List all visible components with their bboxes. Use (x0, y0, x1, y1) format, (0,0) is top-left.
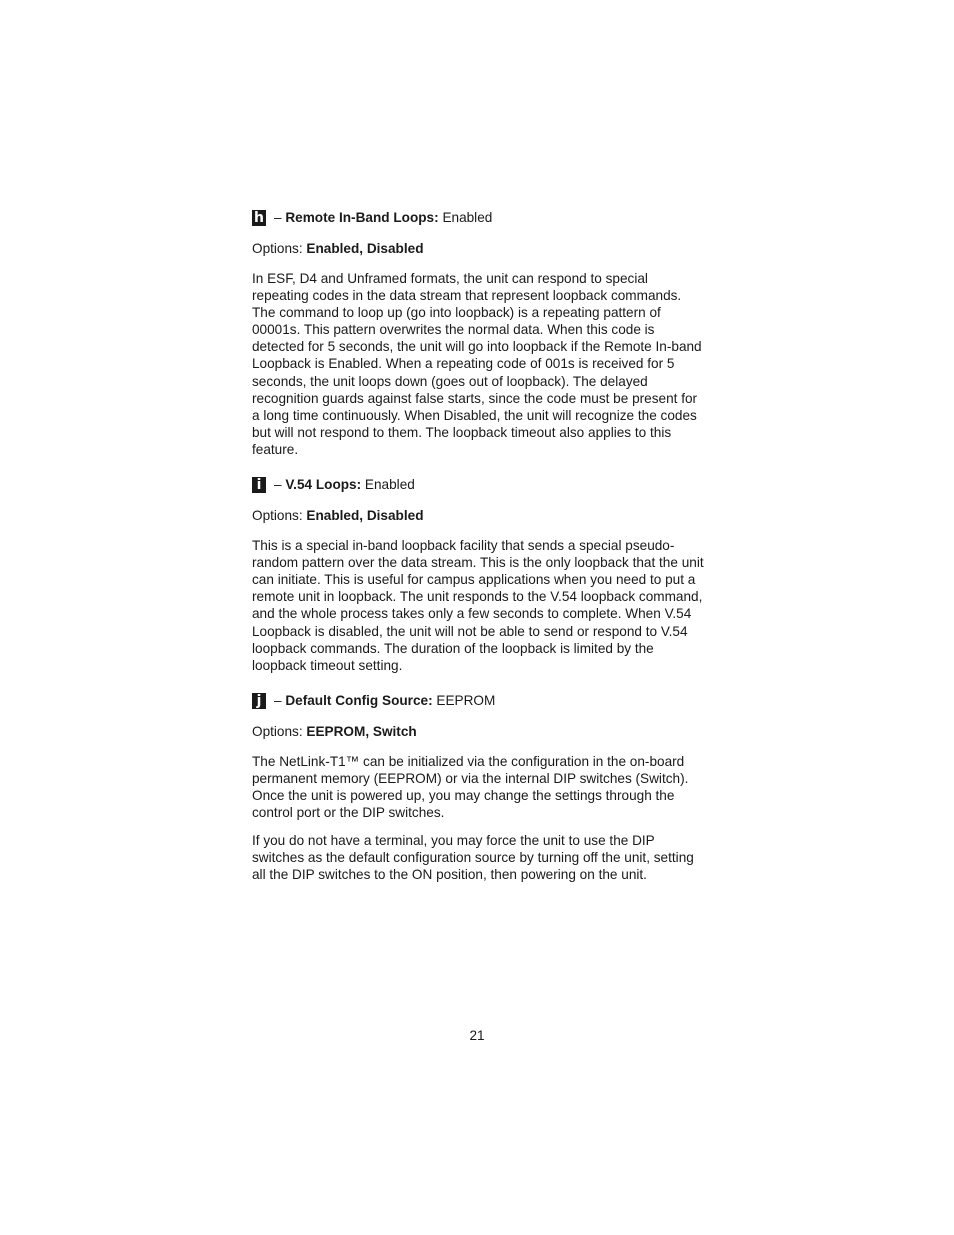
section-heading (252, 475, 704, 495)
heading-text (274, 208, 492, 228)
setting-label: V.54 Loops: (285, 477, 362, 493)
key-j-icon: j (252, 693, 266, 709)
options-prefix: Options: (252, 723, 303, 739)
key-i-icon: i (252, 477, 266, 493)
page-number: 21 (469, 1028, 485, 1043)
options-line (252, 239, 704, 259)
document-body (252, 208, 704, 900)
options-values: Enabled, Disabled (306, 508, 424, 524)
description-paragraph: If you do not have a terminal, you may force the unit to use the DIP switches as the default configuration source by turning off the unit, setting all the DIP switches to the ON position, then powering on the unit. (252, 833, 694, 883)
heading-dash: – (274, 477, 282, 493)
options-prefix: Options: (252, 508, 303, 524)
setting-label: Default Config Source: (285, 692, 433, 708)
options-line (252, 722, 704, 742)
heading-text (274, 475, 415, 495)
section-remote-in-band-loops (252, 208, 704, 458)
options-values: Enabled, Disabled (306, 241, 424, 256)
section-v54-loops (252, 475, 704, 674)
section-heading (252, 691, 704, 711)
setting-value: EEPROM (436, 692, 496, 708)
options-line (252, 506, 704, 526)
section-heading (252, 208, 704, 228)
heading-dash: – (274, 692, 282, 708)
options-values: EEPROM, Switch (306, 723, 417, 739)
setting-label: Remote In-Band Loops: (285, 210, 439, 225)
options-prefix: Options: (252, 241, 303, 256)
description-paragraph: The NetLink-T1™ can be initialized via the configuration in the on-board permanent memory (EEPROM) or via the internal DIP switches (Switch). Once the unit is powered up, you may change the settings through the control port or the DIP switches. (252, 753, 689, 821)
description-paragraph: In ESF, D4 and Unframed formats, the unit can respond to special repeating codes in the data stream that represent loopback commands. The command to loop up (go into loopback) is a repeating pattern of 00001s. This pattern overwrites the normal data. When this code is detected for 5 seconds, the unit will go into loopback if the Remote In-band Loopback is Enabled. When a repeating code of 001s is received for 5 seconds, the unit loops down (goes out of loopback). The delayed recognition guards against false starts, since the code must be present for a long time continuously. When Disabled, the unit will recognize the codes but will not respond to them. The loopback timeout also applies to this feature. (252, 271, 702, 457)
setting-value: Enabled (364, 477, 415, 493)
heading-text (274, 691, 495, 711)
description-paragraph: This is a special in-band loopback facility that sends a special pseudo-random pattern over the data stream. This is the only loopback that the unit can initiate. This is useful for campus applications when you need to put a remote unit in loopback. The unit responds to the V.54 loopback command, and the whole process takes only a few seconds to complete. When V.54 Loopback is disabled, the unit will not be able to send or respond to V.54 loopback commands. The duration of the loopback is limited by the loopback timeout setting. (252, 538, 704, 673)
section-default-config-source (252, 691, 704, 884)
setting-value: Enabled (442, 210, 493, 225)
heading-dash: – (274, 210, 282, 225)
key-h-icon: h (252, 210, 266, 226)
